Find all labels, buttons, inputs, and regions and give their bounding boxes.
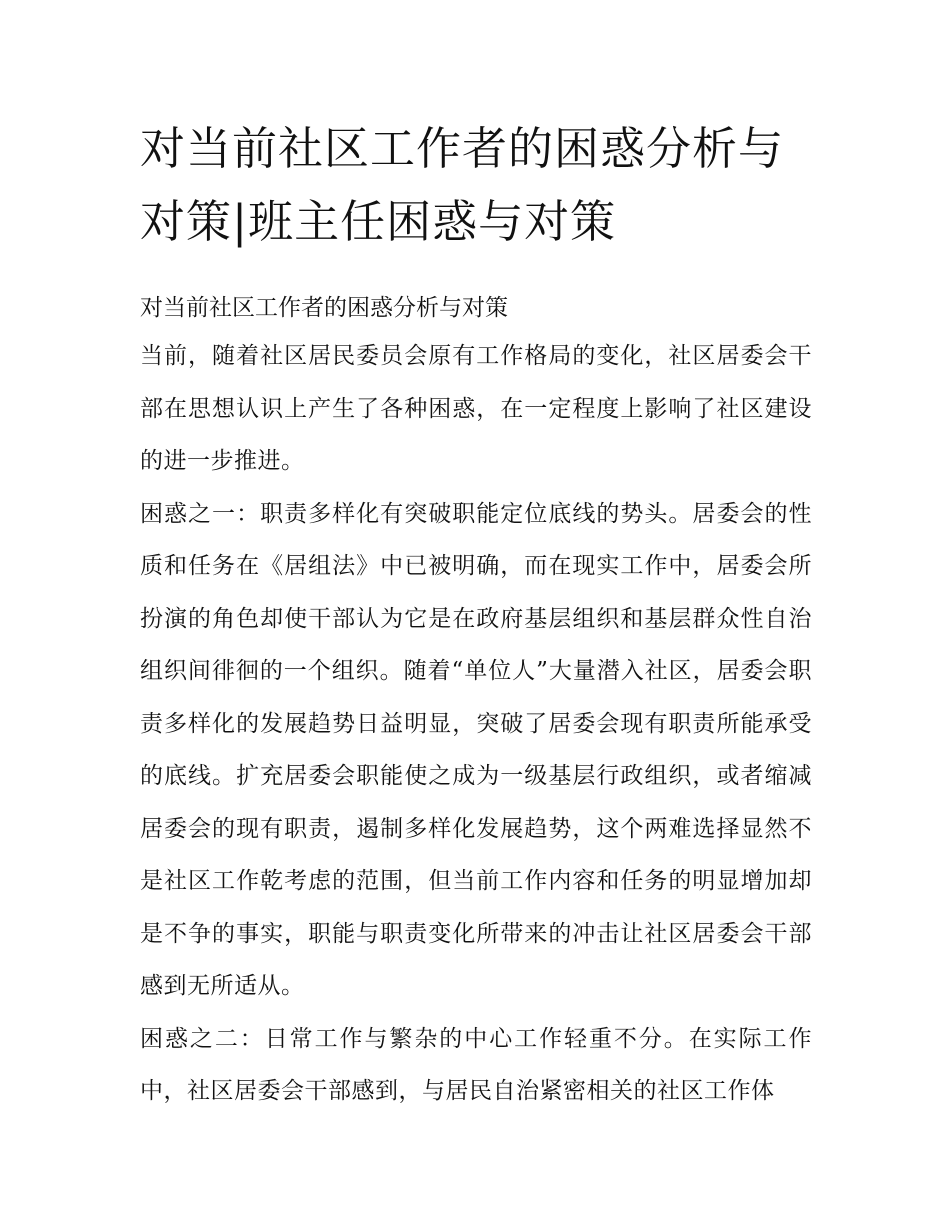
document-title: 对当前社区工作者的困惑分析与对策|班主任困惑与对策	[140, 122, 785, 248]
document-subtitle: 对当前社区工作者的困惑分析与对策	[140, 295, 508, 321]
paragraph-confusion-one: 困惑之一：职责多样化有突破职能定位底线的势头。居委会的性质和任务在《居组法》中已被明确，而在现实工作中，居委会所扮演的角色却使干部认为它是在政府基层组织和基层群众性自治组织间徘徊的一个组织。随着“单位人”大量潜入社区，居委会职责多样化的发展趋势日益明显，突破了居委会现有职责所能承受的底线。扩充居委会职能使之成为一级基层行政组织，或者缩减居委会的现有职责，遏制多样化发展趋势，这个两难选择显然不是社区工作乾考虑的范围，但当前工作内容和任务的明显增加却是不争的事实，职能与职责变化所带来的冲击让社区居委会干部感到无所适从。	[140, 500, 812, 999]
document-body	[140, 112, 812, 1118]
paragraph-intro: 当前，随着社区居民委员会原有工作格局的变化，社区居委会干部在思想认识上产生了各种困惑，在一定程度上影响了社区建设的进一步推进。	[140, 343, 812, 474]
paragraph-confusion-two: 困惑之二：日常工作与繁杂的中心工作轻重不分。在实际工作中，社区居委会干部感到，与居民自治紧密相关的社区工作体	[140, 1025, 812, 1104]
